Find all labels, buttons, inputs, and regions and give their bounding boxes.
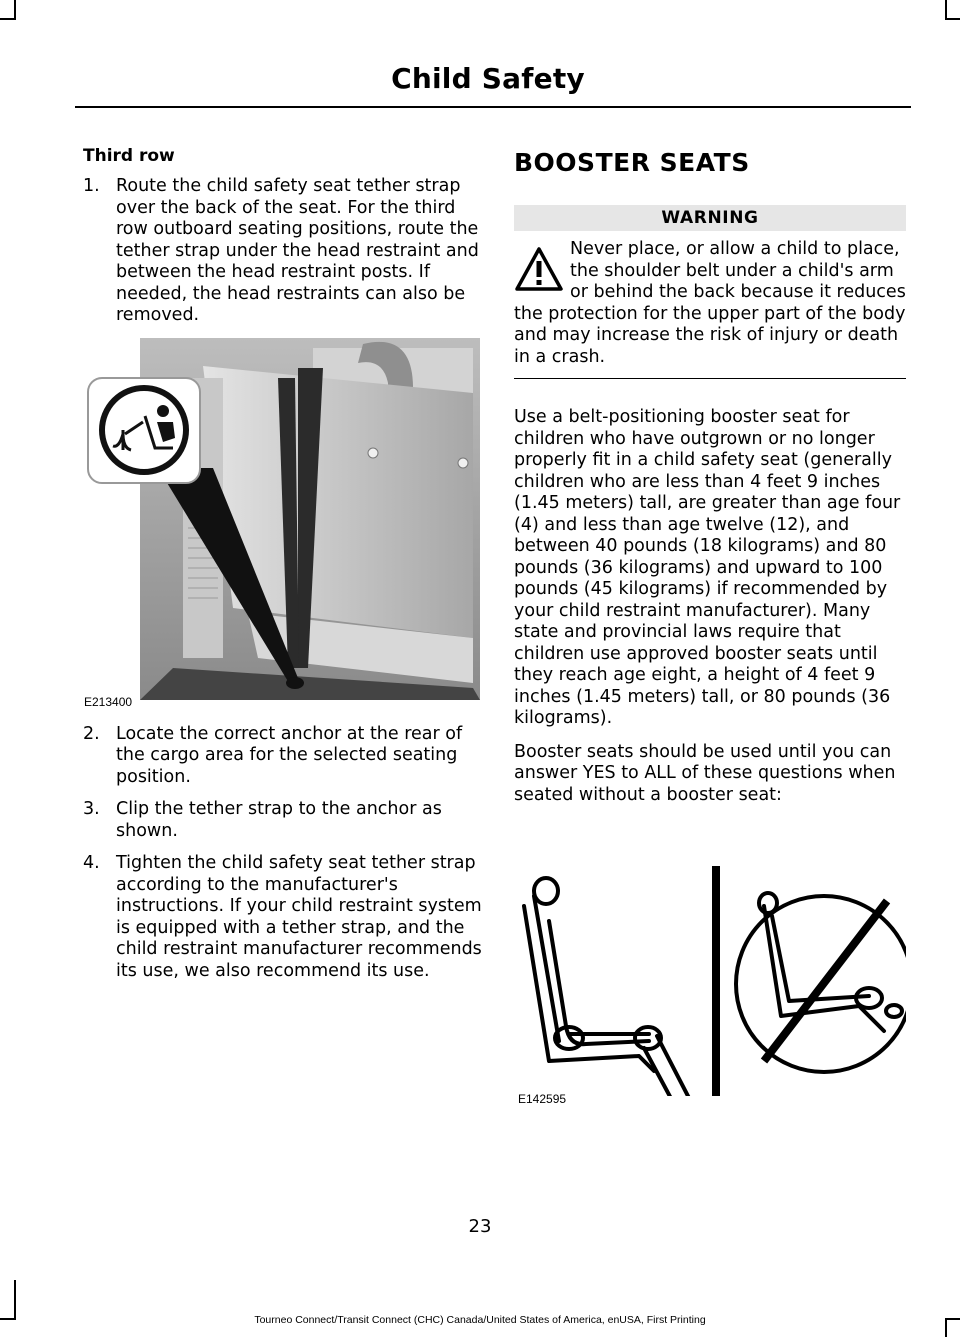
step-text: Locate the correct anchor at the rear of the cargo area for the selected seating position. xyxy=(116,723,463,787)
step-list-2 xyxy=(83,724,489,983)
step-number: 2. xyxy=(83,723,100,744)
step-list-1 xyxy=(83,176,489,327)
step-number: 4. xyxy=(83,853,100,873)
crop-mark xyxy=(0,18,16,20)
seated-posture-illustration xyxy=(514,866,906,1096)
header-rule xyxy=(75,106,911,108)
step-item xyxy=(83,853,489,982)
crop-mark xyxy=(945,0,947,20)
warning-text: Never place, or allow a child to place, the shoulder belt under a child's arm or behind the back because it reduces the protection for the upper part of the body and may increase the risk of injury or death in a crash. xyxy=(514,239,906,367)
step-number: 1. xyxy=(83,176,100,196)
step-number: 3. xyxy=(83,799,100,819)
step-text: Route the child safety seat tether strap over the back of the seat. For the third row outboard seating positions, route the tether strap under the head restraint and between the head restraint posts. If needed, the head restraints can also be removed. xyxy=(116,176,479,325)
step-item xyxy=(83,799,489,842)
step-text: Tighten the child safety seat tether strap according to the manufacturer's instructions. If your child restraint system is equipped with a tether strap, and the child restraint manufacturer recommends its use, we also recommend its use. xyxy=(116,853,482,981)
cargo-area-illustration xyxy=(83,338,483,710)
footer-text: Tourneo Connect/Transit Connect (CHC) Canada/United States of America, enUSA, First Printing xyxy=(254,1314,706,1326)
step-item xyxy=(83,176,489,327)
warning-triangle-icon xyxy=(514,245,564,295)
crop-mark xyxy=(945,18,960,20)
booster-paragraph-1: Use a belt-positioning booster seat for children who have outgrown or no longer properly fit in a child safety seat (generally children who are less than 4 feet 9 inches (1.45 meters) tall, are greater than age four (4) and less than age twelve (12), and between 40 pounds (18 kilograms) and 80 pounds (36 kilograms) and upward to 100 pounds (45 kilograms) if recommended by your child restraint manufacturer). Many state and provincial laws require that children use approved booster seats until they reach age eight, a height of 4 feet 9 inches (1.45 meters) tall, or 80 pounds (36 kilograms). xyxy=(514,407,901,728)
figure-code: E142595 xyxy=(518,1092,567,1106)
step-text: Clip the tether strap to the anchor as shown. xyxy=(116,799,442,841)
page-number: 23 xyxy=(468,1216,492,1237)
section-heading: BOOSTER SEATS xyxy=(514,148,750,177)
warning-box xyxy=(514,239,906,379)
tether-anchor-figure xyxy=(83,338,483,710)
warning-label: WARNING xyxy=(514,205,906,231)
subheading-third-row: Third row xyxy=(83,146,175,166)
step-item xyxy=(83,724,489,789)
booster-paragraph-2: Booster seats should be used until you can answer YES to ALL of these questions when seated without a booster seat: xyxy=(514,741,896,805)
booster-seat-figure xyxy=(514,866,906,1126)
left-column xyxy=(83,140,489,993)
figure-code: E213400 xyxy=(84,694,133,709)
crop-mark xyxy=(14,0,16,20)
right-column xyxy=(514,140,906,1126)
page-header-title: Child Safety xyxy=(391,62,585,95)
